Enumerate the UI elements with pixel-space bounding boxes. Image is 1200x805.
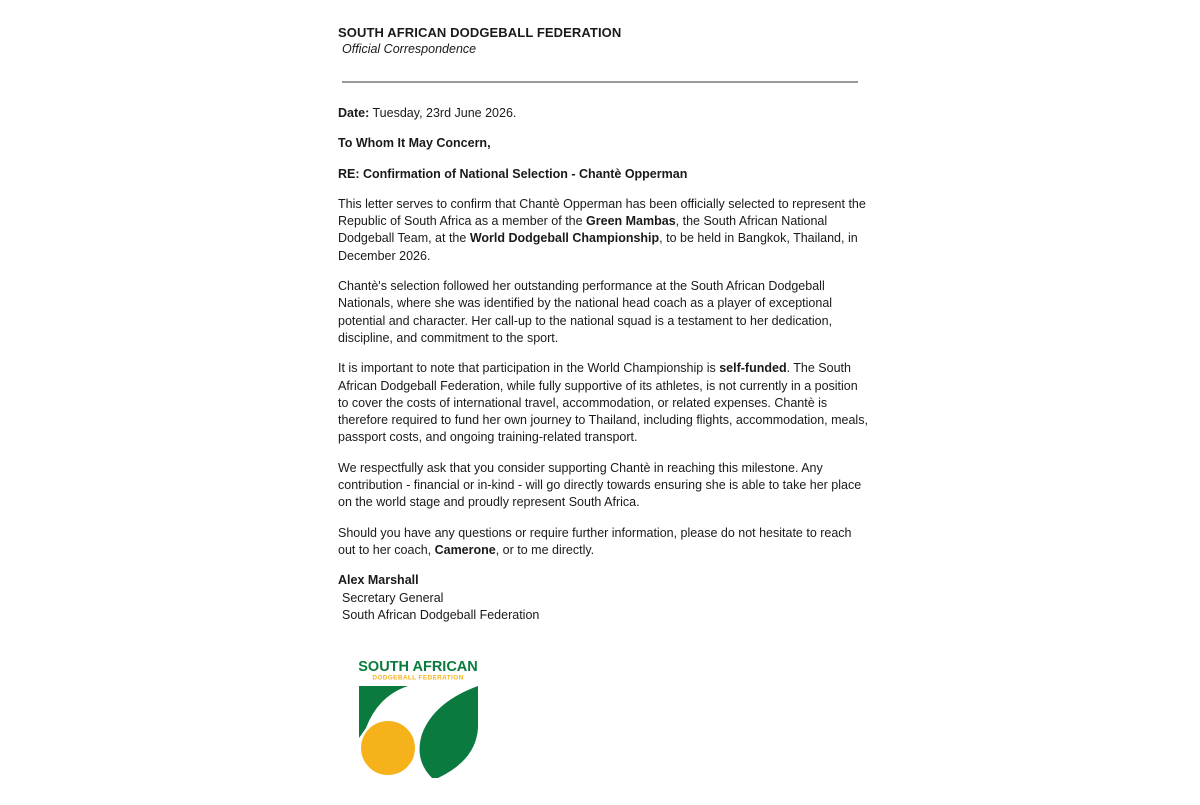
header-divider (342, 81, 858, 83)
p1-text-a: This letter serves to confirm that Chantè Opperman has been officially selected to represent the Republic of South Africa as a member of the (338, 196, 866, 229)
paragraph-contact (338, 525, 868, 560)
letter-page (338, 24, 868, 622)
event-name: World Dodgeball Championship (469, 231, 660, 246)
p5-text-a: Should you have any questions or require further information, please do not hesitate to reach out to her coach, (338, 525, 852, 557)
self-funded-emphasis: self-funded (719, 361, 787, 376)
paragraph-support-request: We respectfully ask that you consider supporting Chantè in reaching this milestone. Any contribution - financial or in-kind - will go directly towards ensuring she is able to take her place on the world stage and proudly represent South Africa. (338, 460, 862, 510)
date-label: Date: (338, 106, 370, 120)
p1-text-e: , to be held in Bangkok, Thailand, in December 2026. (338, 231, 858, 263)
subject-line: RE: Confirmation of National Selection - Chantè Opperman (338, 166, 688, 181)
date-value: Tuesday, 23rd June 2026. (372, 106, 517, 120)
p1-text-c: , the South African National Dodgeball Team, at the (338, 214, 828, 246)
logo-ball-icon (361, 721, 415, 775)
salutation: To Whom It May Concern, (338, 136, 491, 151)
federation-logo (354, 656, 484, 781)
coach-name: Camerone (434, 542, 496, 557)
org-name: SOUTH AFRICAN DODGEBALL FEDERATION (338, 25, 622, 40)
p5-text-c: , or to me directly. (495, 542, 595, 557)
letter-body (338, 105, 868, 624)
logo-right-leaf-icon (420, 686, 478, 778)
letter-subtitle: Official Correspondence (342, 42, 477, 56)
logo-text-line2: DODGEBALL FEDERATION (372, 674, 464, 682)
paragraph-funding (338, 360, 868, 446)
signatory-name: Alex Marshall (338, 573, 419, 588)
p3-text-a: It is important to note that participation in the World Championship is (338, 361, 720, 376)
signatory-org: South African Dodgeball Federation (342, 607, 540, 622)
paragraph-performance: Chantè's selection followed her outstanding performance at the South African Dodgeball Nationals, where she was identified by the national head coach as a player of exceptional potential and character. Her call-up to the national squad is a testament to her dedication, discipline, and commitment to the sport. (338, 279, 833, 345)
letter-date (338, 105, 868, 122)
p3-text-c: . The South African Dodgeball Federation, while fully supportive of its athletes, is not currently in a position to cover the costs of international travel, accommodation, or related expenses. Chantè is therefore required to fund her own journey to Thailand, including flights, accommodation, meals, passport costs, and ongoing training-related transport. (338, 361, 868, 445)
signatory-title: Secretary General (342, 590, 444, 605)
team-name: Green Mambas (586, 214, 676, 229)
paragraph-selection (338, 196, 868, 265)
logo-text-line1: SOUTH AFRICAN (358, 659, 478, 675)
